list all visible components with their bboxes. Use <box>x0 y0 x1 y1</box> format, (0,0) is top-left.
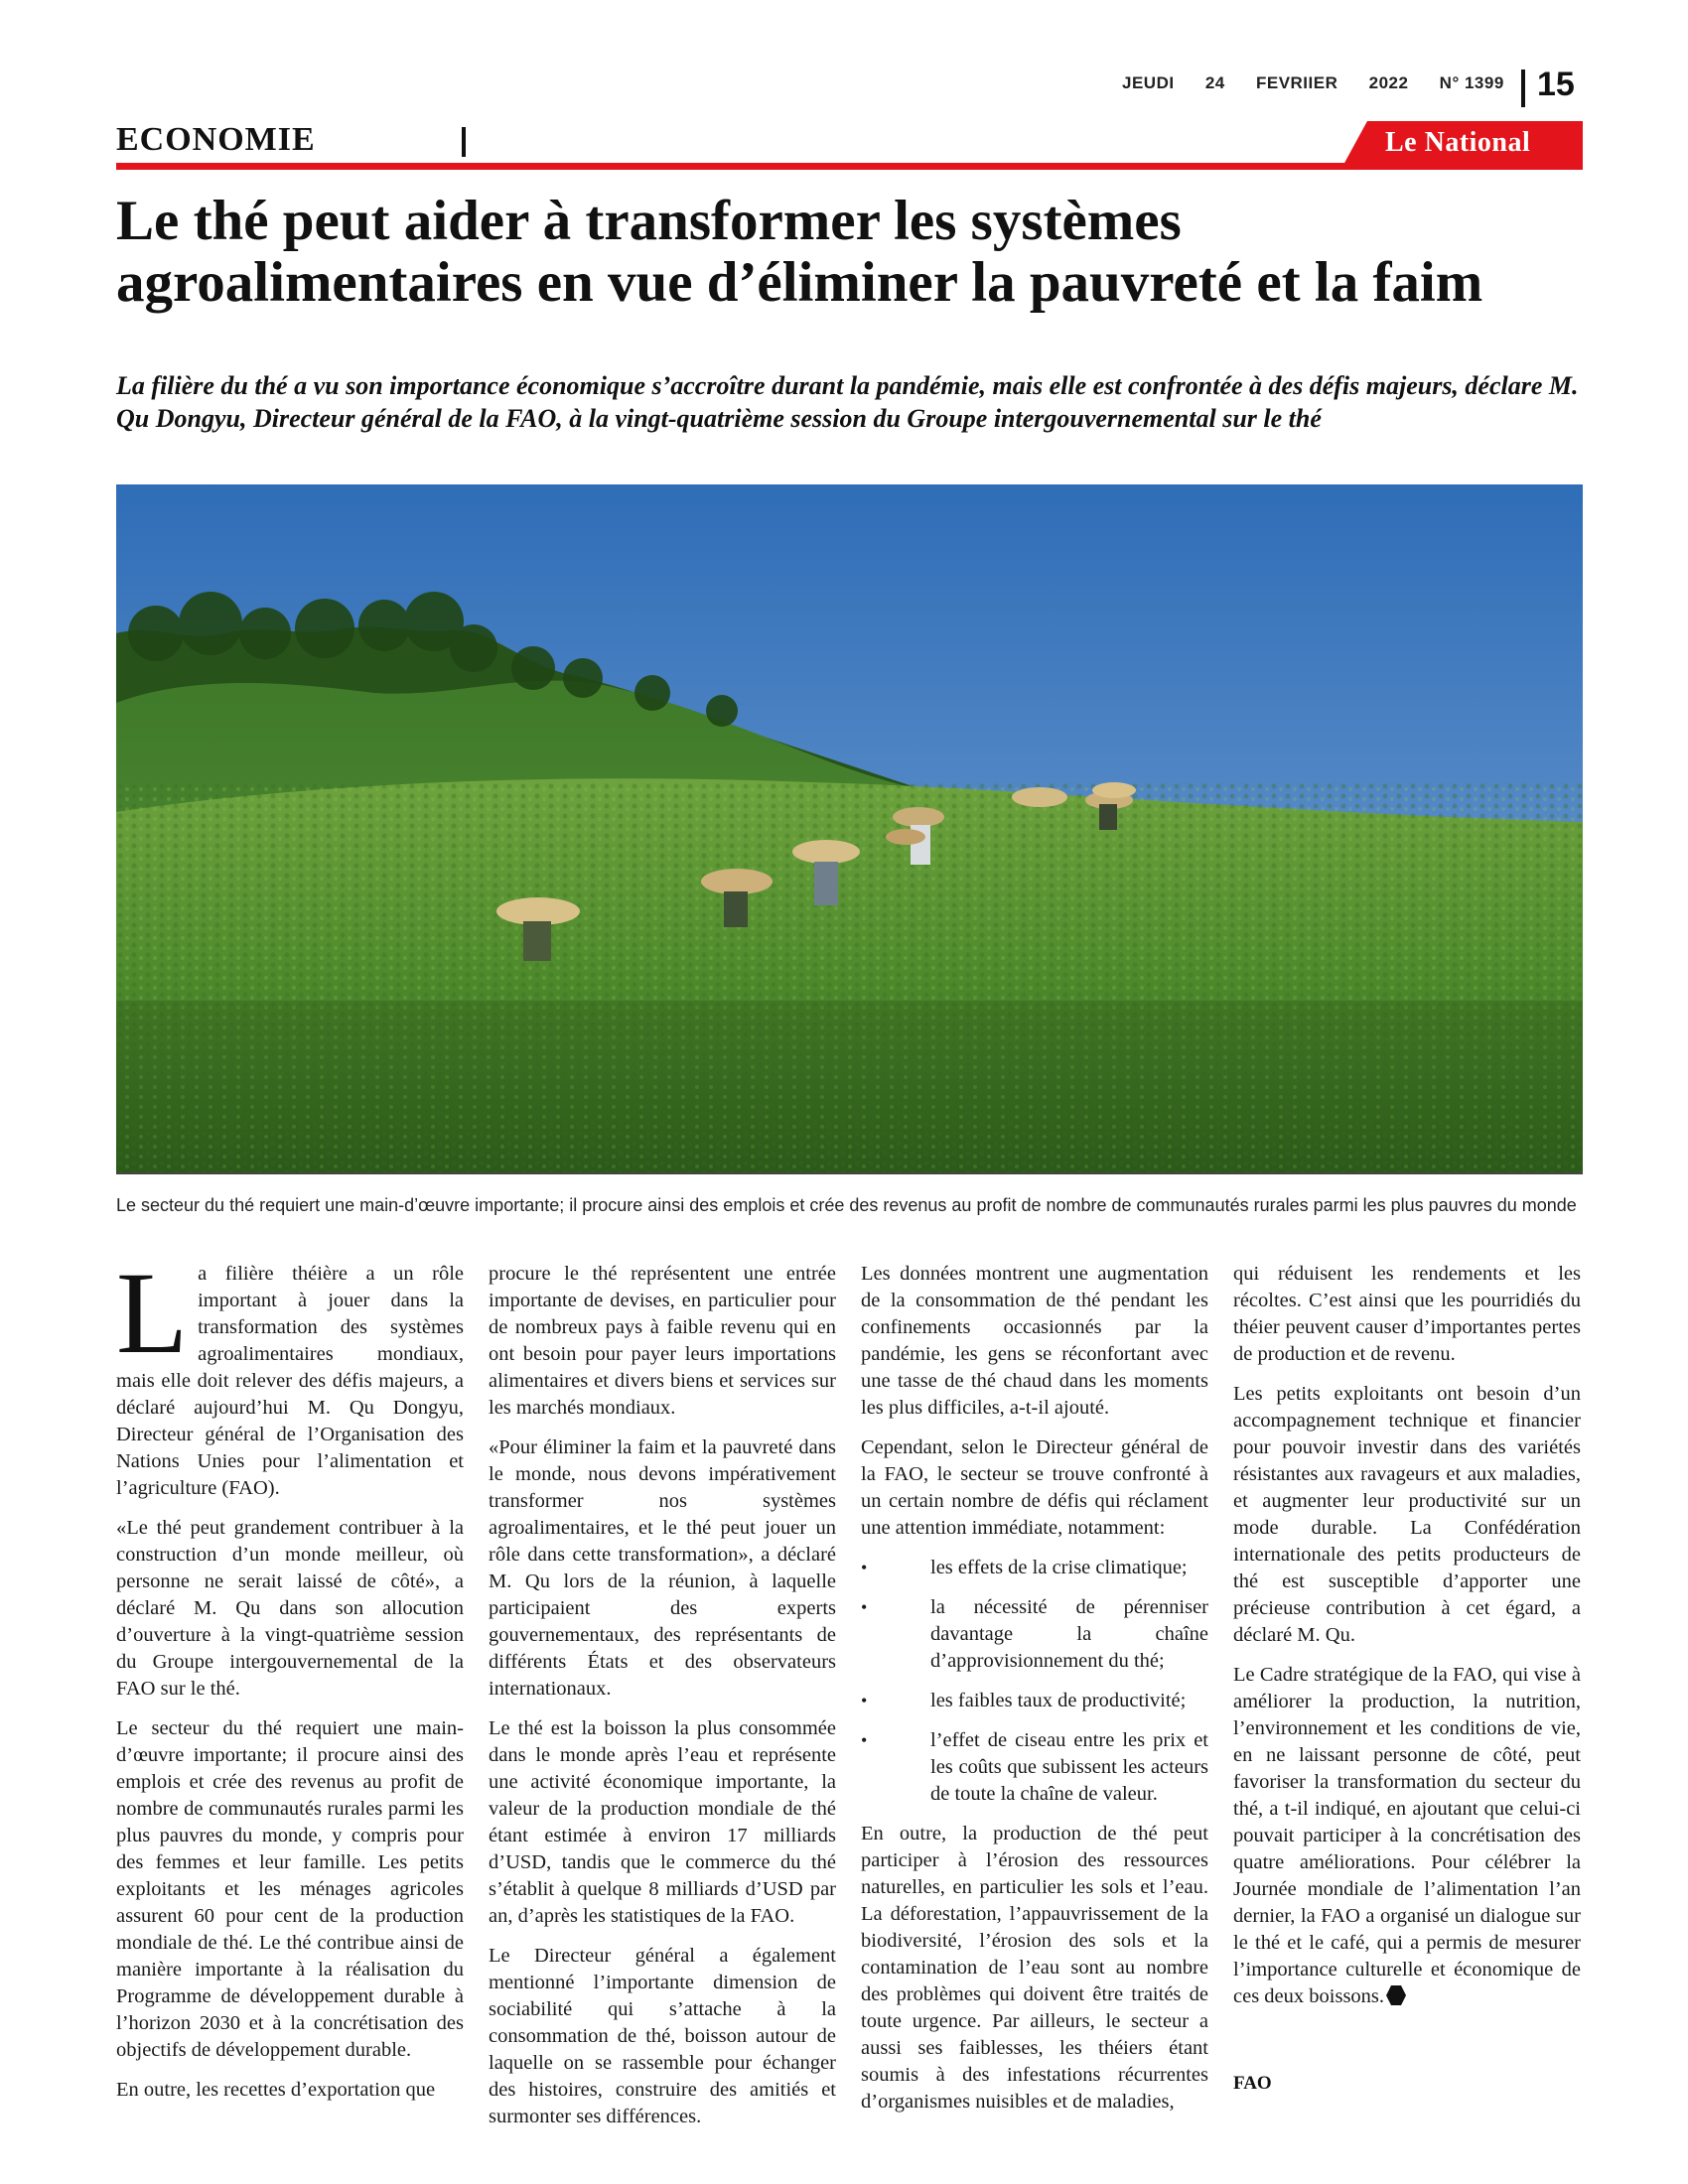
bullet-icon: • <box>861 1558 868 1577</box>
bullet-item <box>861 1727 1208 1808</box>
article-signature: FAO <box>1233 2073 1272 2094</box>
bullet-icon: • <box>861 1730 868 1750</box>
paragraph: qui réduisent les rendements et les récoltes. C’est ainsi que les pourridiés du théier peuvent causer d’importantes pertes de production et de revenu. <box>1233 1263 1581 1365</box>
photo-rule <box>116 1172 1583 1174</box>
bullet-icon: • <box>861 1597 868 1617</box>
paragraph: Les données montrent une augmentation de la consommation de thé pendant les confinements occasionnés par la pandémie, les gens se réconfortant avec une tasse de thé chaud dans les moments les plus difficiles, a-t-il ajouté. <box>861 1263 1208 1419</box>
header-rule <box>116 163 1583 170</box>
issue-date: 24 <box>1204 73 1225 92</box>
article-column-2 <box>489 1261 836 2143</box>
paragraph: Le Directeur général a également mentionné l’importante dimension de sociabilité qui s’attache à la consommation de thé, boisson autour de laquelle on se rassemble pour échanger des histoires, construire des amitiés et surmonter ses différences. <box>489 1945 836 2127</box>
lead-text: a filière théière a un rôle important à jouer dans la transformation des systèmes agroalimentaires mondiaux, mais elle doit relever des défis majeurs, a déclaré aujourd’hui M. Qu Dongyu, Directeur général de l’Organisation des Nations Unies pour l’alimentation et l’agriculture (FAO). <box>116 1263 464 1499</box>
closing-text: Le Cadre stratégique de la FAO, qui vise à améliorer la production, la nutrition, l’environnement et les conditions de vie, en ne laissant personne de côté, peut favoriser la transformation du secteur du thé, a t-il indiqué, en ajoutant que celui-ci pouvait participer à la concrétisation des quatre améliorations. Pour célébrer la Journée mondiale de l’alimentation l’an dernier, la FAO a organisé un dialogue sur le thé et le café, qui a permis de mesurer l’importance culturelle et économique de ces deux boissons. <box>1233 1664 1581 2007</box>
tea-field-photo <box>116 484 1583 1172</box>
issue-year: 2022 <box>1368 73 1409 92</box>
photo-caption: Le secteur du thé requiert une main-d’œuvre importante; il procure ainsi des emplois et crée des revenus au profit de nombre de communautés rurales parmi les plus pauvres du monde <box>116 1195 1577 1215</box>
closing-paragraph <box>1233 1662 1581 2010</box>
issue-line <box>1122 73 1504 93</box>
page-number-divider <box>1521 69 1525 107</box>
bullet-text: l’effet de ciseau entre les prix et les coûts que subissent les acteurs de toute la chaîne de valeur. <box>930 1729 1208 1805</box>
tea-field-illustration <box>116 484 1583 1172</box>
paragraph: «Le thé peut grandement contribuer à la construction d’un monde meilleur, où personne ne serait laissé de côté», a déclaré M. Qu dans son allocution d’ouverture à la vingt-quatrième session du Groupe intergouvernemental de la FAO sur le thé. <box>116 1517 464 1700</box>
lead-paragraph <box>116 1248 464 1502</box>
bullet-text: les effets de la crise climatique; <box>930 1557 1188 1578</box>
paragraph: procure le thé représentent une entrée importante de devises, en particulier pour de nombreux pays à faible revenu qui en ont besoin pour payer leurs importations alimentaires et divers biens et services sur les marchés mondiaux. <box>489 1263 836 1419</box>
bullet-item <box>861 1555 1208 1581</box>
bullet-item <box>861 1688 1208 1714</box>
end-of-article-icon <box>1386 1985 1406 2005</box>
bullet-text: les faibles taux de productivité; <box>930 1690 1187 1711</box>
section-divider <box>462 127 466 157</box>
page-number: 15 <box>1537 66 1575 103</box>
drop-cap: L <box>116 1248 189 1378</box>
article-column-3 <box>861 1261 1208 2128</box>
section-title: ECONOMIE <box>116 121 316 158</box>
paragraph: En outre, la production de thé peut participer à l’érosion des ressources naturelles, en particulier les sols et l’eau. La déforestation, l’appauvrissement de la biodiversité, l’érosion des sols et la contamination de l’eau sont au nombre des problèmes qui doivent être traités de toute urgence. Par ailleurs, le secteur a aussi ses faiblesses, les théiers étant soumis à des infestations récurrentes d’organismes nuisibles et de maladies, <box>861 1823 1208 2113</box>
paragraph: «Pour éliminer la faim et la pauvreté dans le monde, nous devons impérativement transformer nos systèmes agroalimentaires, et le thé peut jouer un rôle dans cette transformation», a déclaré M. Qu lors de la réunion, à laquelle participaient des experts gouvernementaux, des représentants de différents États et des observateurs internationaux. <box>489 1436 836 1700</box>
issue-month: FEVRIIER <box>1255 73 1338 92</box>
article-column-1 <box>116 1248 464 2116</box>
bullet-icon: • <box>861 1691 868 1710</box>
issue-day: JEUDI <box>1122 73 1175 92</box>
paragraph: Le thé est la boisson la plus consommée dans le monde après l’eau et représente une activité économique importante, la valeur de la production mondiale de thé étant estimée à environ 17 milliards d’USD, tandis que le commerce du thé s’établit à quelque 8 milliards d’USD par an, d’après les statistiques de la FAO. <box>489 1717 836 1927</box>
issue-number: N° 1399 <box>1439 73 1504 92</box>
paragraph: Cependant, selon le Directeur général de la FAO, le secteur se trouve confronté à un certain nombre de défis qui réclament une attention immédiate, notamment: <box>861 1436 1208 1539</box>
bullet-text: la nécessité de pérenniser davantage la chaîne d’approvisionnement du thé; <box>930 1596 1208 1672</box>
bullet-item <box>861 1594 1208 1675</box>
article-headline: Le thé peut aider à transformer les systèmes agroalimentaires en vue d’éliminer la pauvreté et la faim <box>116 190 1483 314</box>
paragraph: Le secteur du thé requiert une main-d’œuvre importante; il procure ainsi des emplois et crée des revenus au profit de nombre de communautés rurales parmi les plus pauvres du monde, y compris pour des femmes et leur famille. Les petits exploitants et les ménages agricoles assurent 60 pour cent de la production mondiale de thé. Le thé contribue ainsi de manière importante à la réalisation du Programme de développement durable à l’horizon 2030 et à la concrétisation des objectifs de développement durable. <box>116 1717 464 2061</box>
paragraph: En outre, les recettes d’exportation que <box>116 2079 436 2101</box>
brand-name: Le National <box>1385 127 1531 158</box>
paragraph: Les petits exploitants ont besoin d’un accompagnement technique et financier pour pouvoir investir dans des variétés résistantes aux ravageurs et aux maladies, et augmenter leur productivité sur un mode durable. La Confédération internationale des petits producteurs de thé est susceptible d’apporter une précieuse contribution à cet égard, a déclaré M. Qu. <box>1233 1383 1581 1646</box>
article-deck: La filière du thé a vu son importance économique s’accroître durant la pandémie, mais elle est confrontée à des défis majeurs, déclare M. Qu Dongyu, Directeur général de la FAO, à la vingt-quatrième session du Groupe intergouvernemental sur le thé <box>116 371 1579 433</box>
article-column-4 <box>1233 1261 1581 2023</box>
